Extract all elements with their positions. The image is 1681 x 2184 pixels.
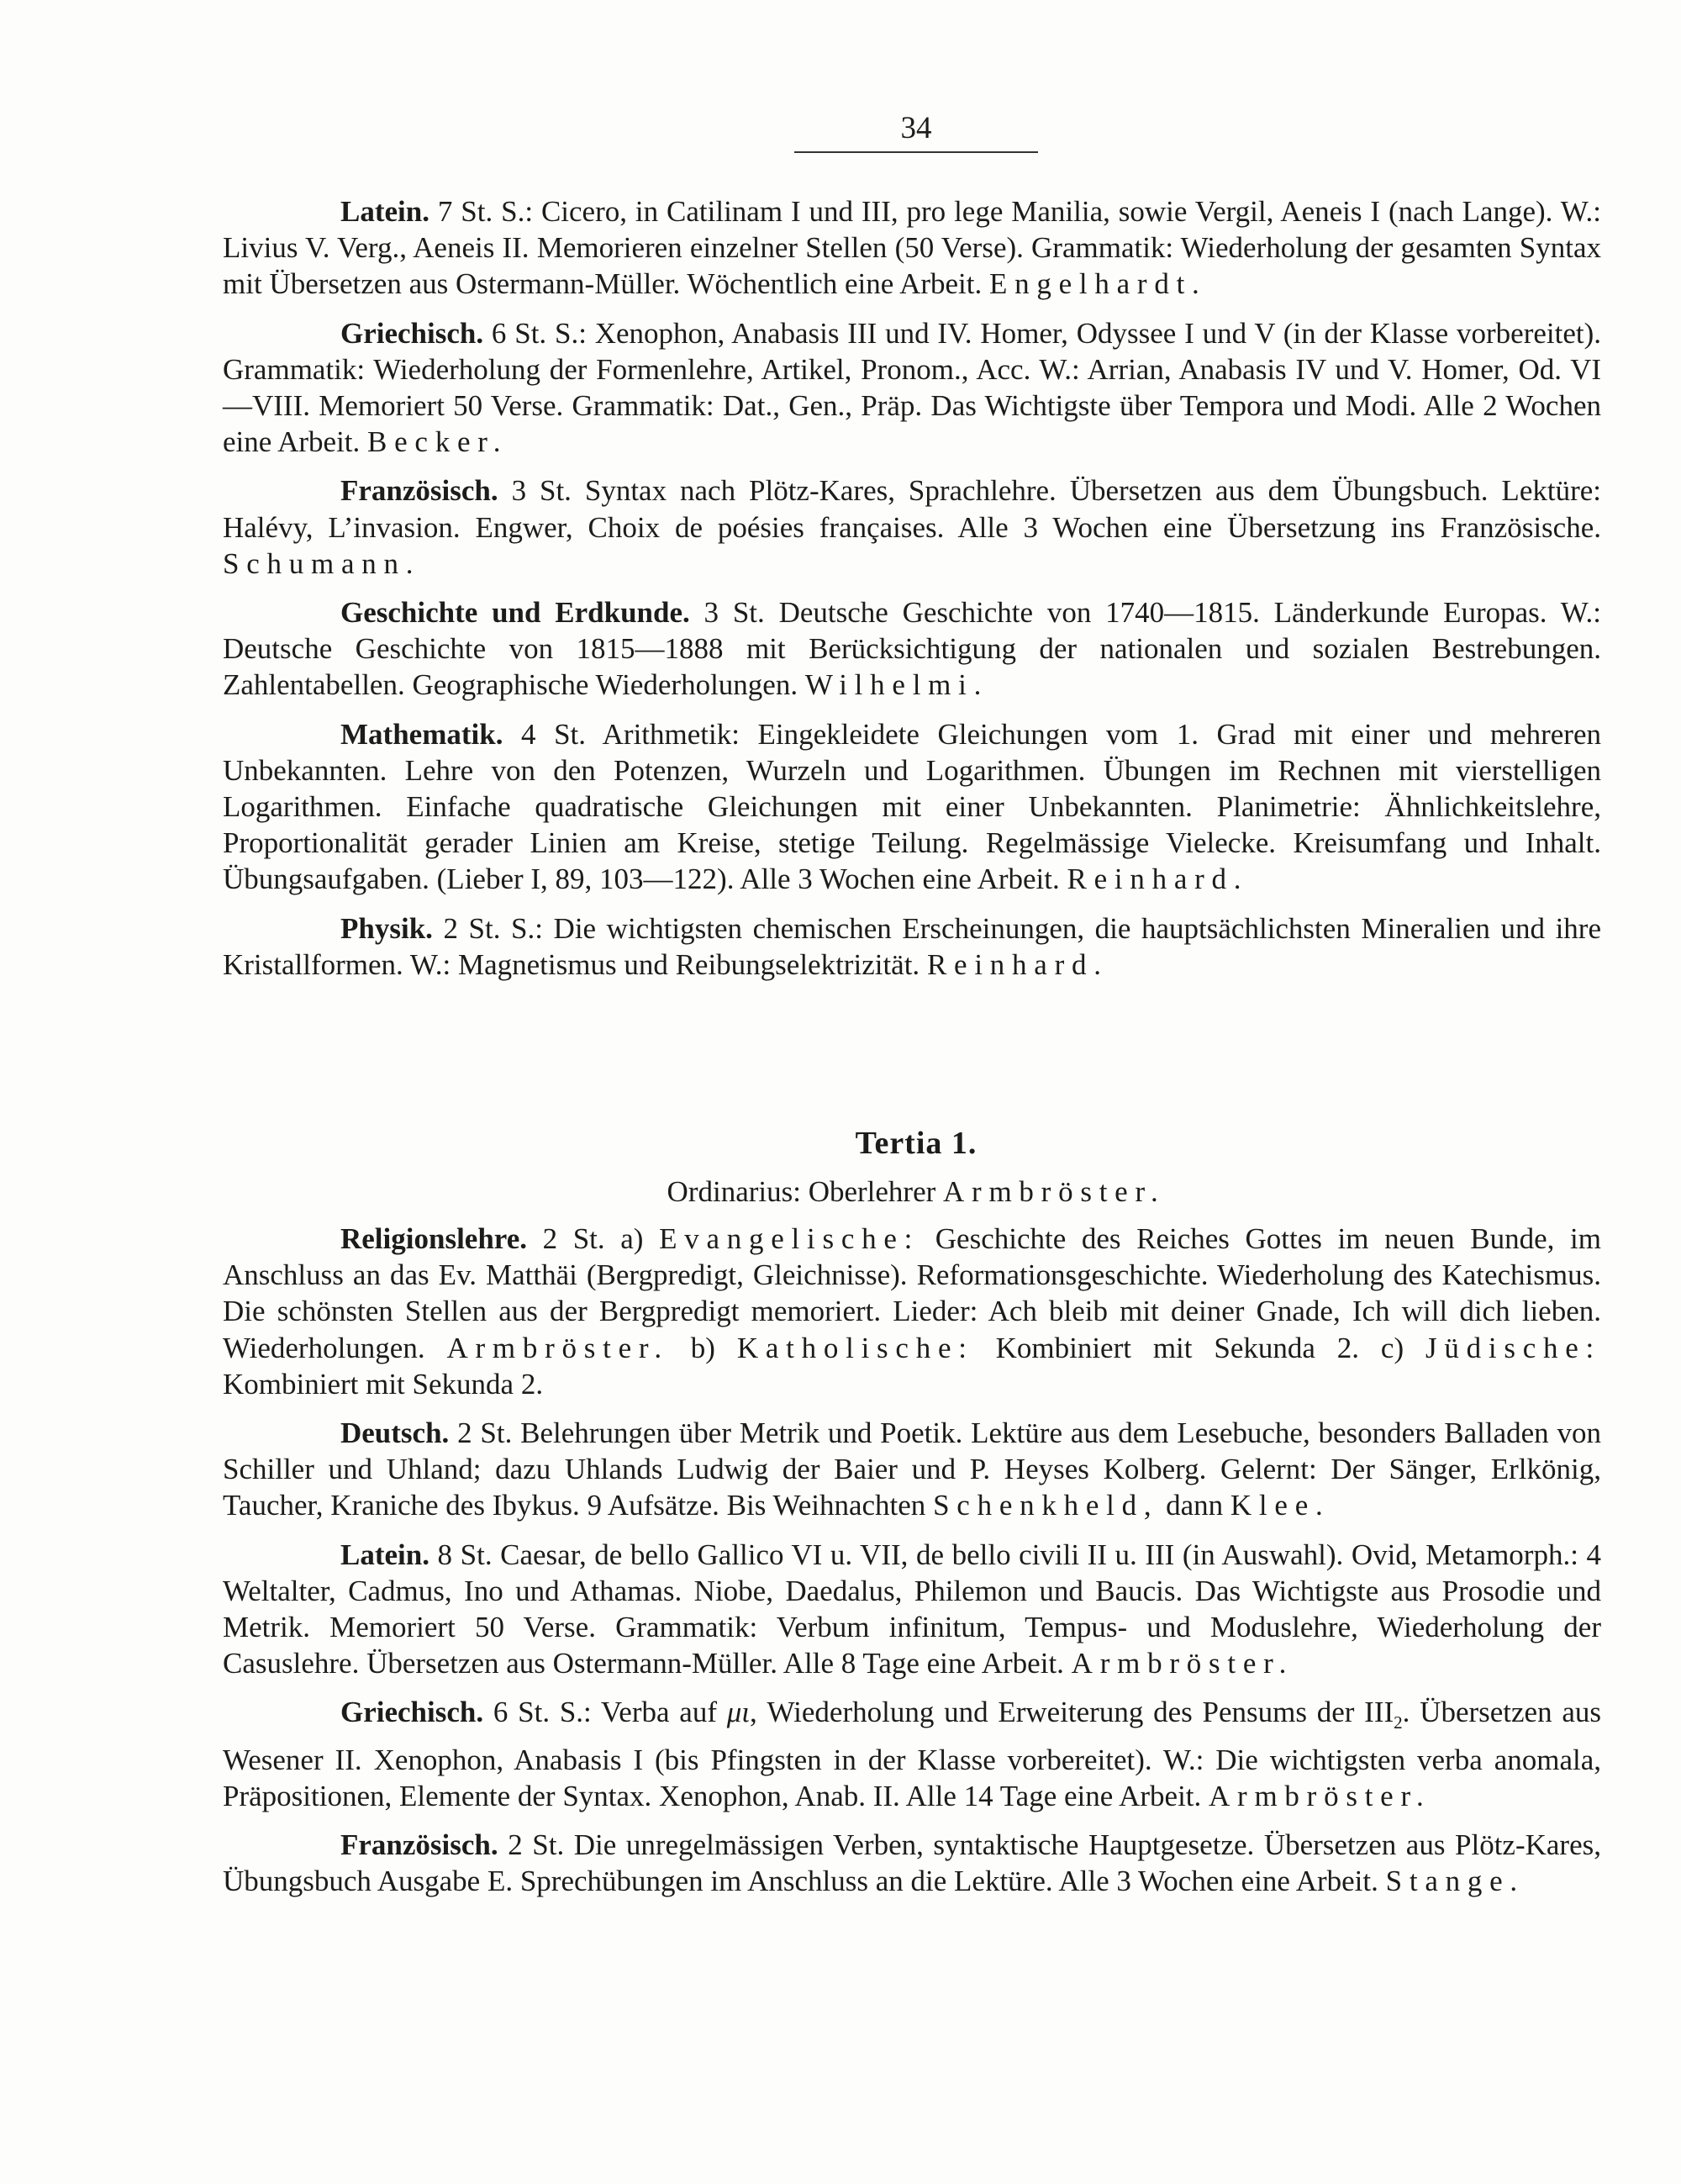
paragraph-text: 2 St. S.: Die wichtigsten chemischen Erscheinungen, die hauptsächlichsten Mineralien und ihre Kristallformen. W.: Magnetismus und Reibungselektrizität. (223, 911, 1601, 981)
geschichte-paragraph (223, 594, 1601, 704)
paragraph-text: 8 St. Caesar, de bello Gallico VI u. VII, de bello civili II u. III (in Auswahl). Ovid, Metamorph.: 4 Weltalter, Cadmus, Ino und Athamas. Niobe, Daedalus, Philemon und Baucis. Das Wichtigste aus Prosodie und Metrik. Memoriert 50 Verse. Grammatik: Verbum infinitum, Tempus- und Moduslehre, Wiederholung der Casuslehre. Übersetzen aus Ostermann-Müller. Alle 8 Tage eine Arbeit. (223, 1538, 1601, 1680)
teacher-name: Armbröster. (1209, 1779, 1431, 1812)
class-subscript: 2 (1394, 1712, 1403, 1733)
paragraph-text: Kombiniert mit Sekunda 2. c) (973, 1331, 1425, 1364)
latein-paragraph (223, 1537, 1601, 1682)
subject-label: Latein. (340, 1538, 429, 1571)
paragraph-text: . Übersetzen aus Wesener II. Xenophon, Anabasis I (bis Pfingsten in der Klasse vorbereitet). W.: Die wichtigsten verba anomala, Präpositionen, Elemente der Syntax. Xenophon, Anab. II. Alle 14 Tage eine Arbeit. (223, 1696, 1601, 1812)
secunda-section (223, 193, 1601, 983)
latein-paragraph (223, 193, 1601, 303)
page-number-rule (794, 151, 1038, 153)
teacher-name: Reinhard. (1067, 863, 1249, 896)
paragraph-text: dann (1158, 1489, 1230, 1522)
ordinarius-line (0, 1175, 1681, 1209)
teacher-name: Engelhardt. (989, 267, 1207, 301)
subject-label: Französisch. (340, 1828, 498, 1862)
religion-paragraph (223, 1221, 1601, 1402)
ordinarius-name: Armbröster. (943, 1175, 1166, 1208)
section-heading: Tertia 1. (855, 1126, 978, 1161)
denomination-label: Katholische: (736, 1331, 974, 1364)
paragraph-text: 3 St. Syntax nach Plötz-Kares, Sprachlehre. Übersetzen aus dem Übungsbuch. Lektüre: Halévy, L’invasion. Engwer, Choix de poésies françaises. Alle 3 Wochen eine Übersetzung ins Französische. (223, 474, 1601, 544)
denomination-label: Evangelische: (659, 1222, 920, 1255)
paragraph-text: 2 St. a) (526, 1222, 660, 1255)
paragraph-text: 3 St. Deutsche Geschichte von 1740—1815. Länderkunde Europas. W.: Deutsche Geschichte von 1815—1888 mit Berücksichtigung der nationalen und sozialen Bestrebungen. Zahlentabellen. Geographische Wiederholungen. (223, 596, 1602, 702)
subject-label: Mathematik. (340, 717, 503, 751)
paragraph-text: Kombiniert mit Sekunda 2. (223, 1367, 544, 1401)
teacher-name: Becker. (367, 425, 509, 459)
teacher-name: Schenkheld, (933, 1489, 1159, 1522)
paragraph-text: 6 St. S.: Xenophon, Anabasis III und IV. Homer, Odyssee I und V (in der Klasse vorbereitet). Grammatik: Wiederholung der Formenlehre, Artikel, Pronom., Acc. W.: Arrian, Anabasis IV und V. Homer, Od. VI—VIII. Memoriert 50 Verse. Grammatik: Dat., Gen., Präp. Das Wichtigste über Tempora und Modi. Alle 2 Wochen eine Arbeit. (223, 316, 1601, 459)
subject-label: Latein. (340, 195, 429, 228)
paragraph-text: 2 St. Belehrungen über Metrik und Poetik. Lektüre aus dem Lesebuche, besonders Balladen von Schiller und Uhland; dazu Uhlands Ludwig der Baier und P. Heyses Kolberg. Gelernt: Der Sänger, Erlkönig, Taucher, Kraniche des Ibykus. 9 Aufsätze. Bis Weihnachten (223, 1416, 1601, 1522)
teacher-name: Stange. (1385, 1865, 1525, 1898)
franzoesisch-paragraph (223, 1827, 1601, 1899)
paragraph-text: Geschichte des Reiches Gottes im neuen Bunde, im Anschluss an das Ev. Matthäi (Bergpredigt, Gleichnisse). Reformationsgeschichte. Wiederholung des Katechismus. Die schönsten Stellen aus der Bergpredigt memoriert. Lieder: Ach bleib mit deiner Gnade, Ich will dich lieben. Wiederholungen. (223, 1222, 1601, 1364)
teacher-name: Schumann. (223, 546, 421, 580)
physik-paragraph (223, 910, 1601, 983)
subject-label: Physik. (340, 911, 433, 945)
ordinarius-label: Ordinarius: Oberlehrer (667, 1175, 944, 1208)
tertia-section (223, 1221, 1601, 1899)
subject-label: Religionslehre. (340, 1222, 527, 1255)
paragraph-text: 7 St. S.: Cicero, in Catilinam I und III, pro lege Manilia, sowie Vergil, Aeneis I (nach Lange). W.: Livius V. Verg., Aeneis II. Memorieren einzelner Stellen (50 Verse). Grammatik: Wiederholung der gesamten Syntax mit Übersetzen aus Ostermann-Müller. Wöchentlich eine Arbeit. (223, 195, 1601, 301)
subject-label: Geschichte und Erdkunde. (340, 596, 690, 630)
page-number: 34 (900, 111, 932, 145)
paragraph-text: 2 St. Die unregelmässigen Verben, syntaktische Hauptgesetze. Übersetzen aus Plötz-Kares, Übungsbuch Ausgabe E. Sprechübungen im Anschluss an die Lektüre. Alle 3 Wochen eine Arbeit. (223, 1828, 1601, 1898)
griechisch-paragraph (223, 1694, 1601, 1814)
paragraph-text: 4 St. Arithmetik: Eingekleidete Gleichungen vom 1. Grad mit einer und mehreren Unbekannten. Lehre von den Potenzen, Wurzeln und Logarithmen. Übungen im Rechnen mit vierstelligen Logarithmen. Einfache quadratische Gleichungen mit einer Unbekannten. Planimetrie: Ähnlichkeitslehre, Proportionalität gerader Linien am Kreise, stetige Teilung. Regelmässige Vielecke. Kreisumfang und Inhalt. Übungsaufgaben. (Lieber I, 89, 103—122). Alle 3 Wochen eine Arbeit. (223, 717, 1601, 896)
teacher-name: Klee. (1230, 1489, 1331, 1522)
teacher-name: Armbröster. (1071, 1647, 1294, 1680)
griechisch-paragraph (223, 315, 1601, 461)
subject-label: Griechisch. (340, 316, 484, 350)
paragraph-text: , Wiederholung und Erweiterung des Pensums der III (750, 1696, 1394, 1729)
subject-label: Griechisch. (340, 1696, 484, 1729)
subject-label: Deutsch. (340, 1416, 450, 1450)
teacher-name: Reinhard. (926, 947, 1109, 981)
franzoesisch-paragraph (223, 472, 1601, 582)
mathematik-paragraph (223, 716, 1601, 898)
denomination-label: Jüdische: (1425, 1331, 1602, 1364)
paragraph-text: b) (668, 1331, 737, 1364)
subject-label: Französisch. (340, 474, 498, 508)
teacher-name: Armbröster. (446, 1331, 669, 1364)
teacher-name: Wilhelmi. (804, 668, 989, 702)
greek-term: μι (726, 1696, 751, 1729)
paragraph-text: 6 St. S.: Verba auf (483, 1696, 727, 1729)
deutsch-paragraph (223, 1415, 1601, 1524)
